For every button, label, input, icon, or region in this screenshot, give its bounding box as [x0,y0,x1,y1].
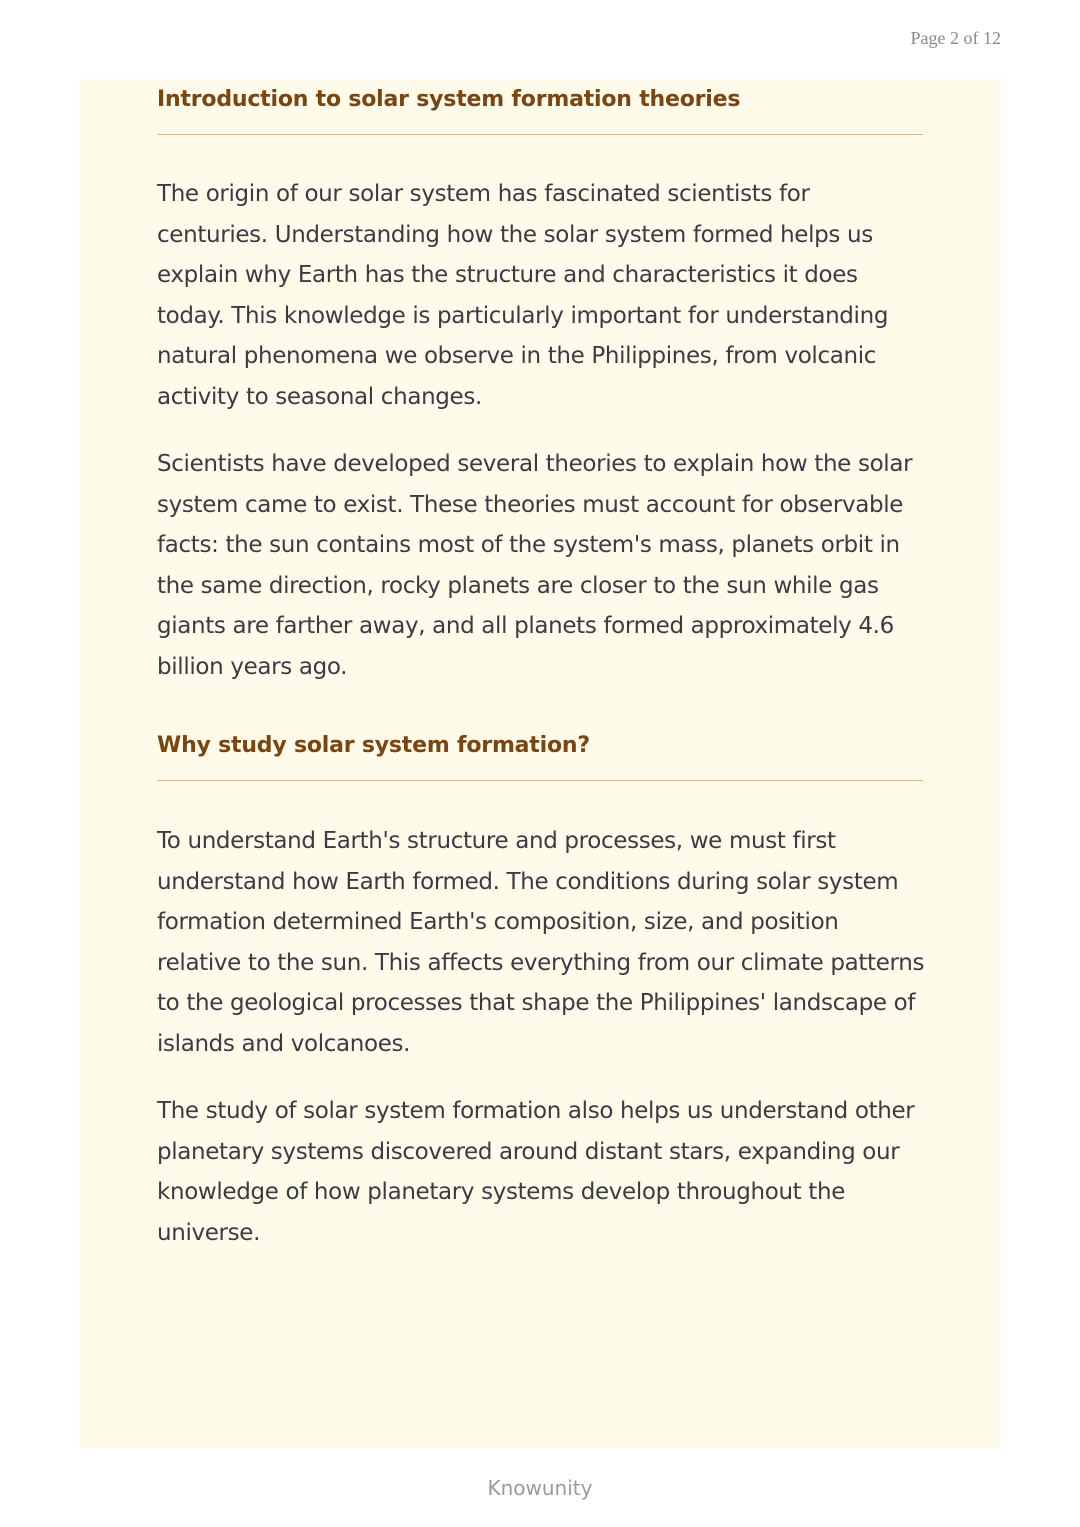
page-number: Page 2 of 12 [910,28,1001,48]
heading-divider [157,134,923,135]
paragraph: Scientists have developed several theories to explain how the solar system came to exist. These theories must account for observable facts: the sun contains most of the system's mass, planets orbit in the same direction, rocky planets are closer to the sun while gas giants are farther away, and all planets formed approximately 4.6 billion years ago. [157,451,913,680]
section-heading-introduction: Introduction to solar system formation theories [157,87,741,112]
paragraph: The origin of our solar system has fascinated scientists for centuries. Understanding how the solar system formed helps us explain why Earth has the structure and characteristics it does today. This knowledge is particularly important for understanding natural phenomena we observe in the Philippines, from volcanic activity to seasonal changes. [157,181,889,410]
heading-divider [157,780,923,781]
paragraph: The study of solar system formation also helps us understand other planetary systems discovered around distant stars, expanding our knowledge of how planetary systems develop throughout the universe. [157,1098,915,1246]
section-heading-why-study: Why study solar system formation? [157,733,590,758]
paragraph: To understand Earth's structure and processes, we must first understand how Earth formed. The conditions during solar system formation determined Earth's composition, size, and position relative to the sun. This affects everything from our climate patterns to the geological processes that shape the Philippines' landscape of islands and volcanoes. [157,828,925,1057]
content-panel [79,79,1001,1448]
footer-brand: Knowunity [487,1476,593,1500]
